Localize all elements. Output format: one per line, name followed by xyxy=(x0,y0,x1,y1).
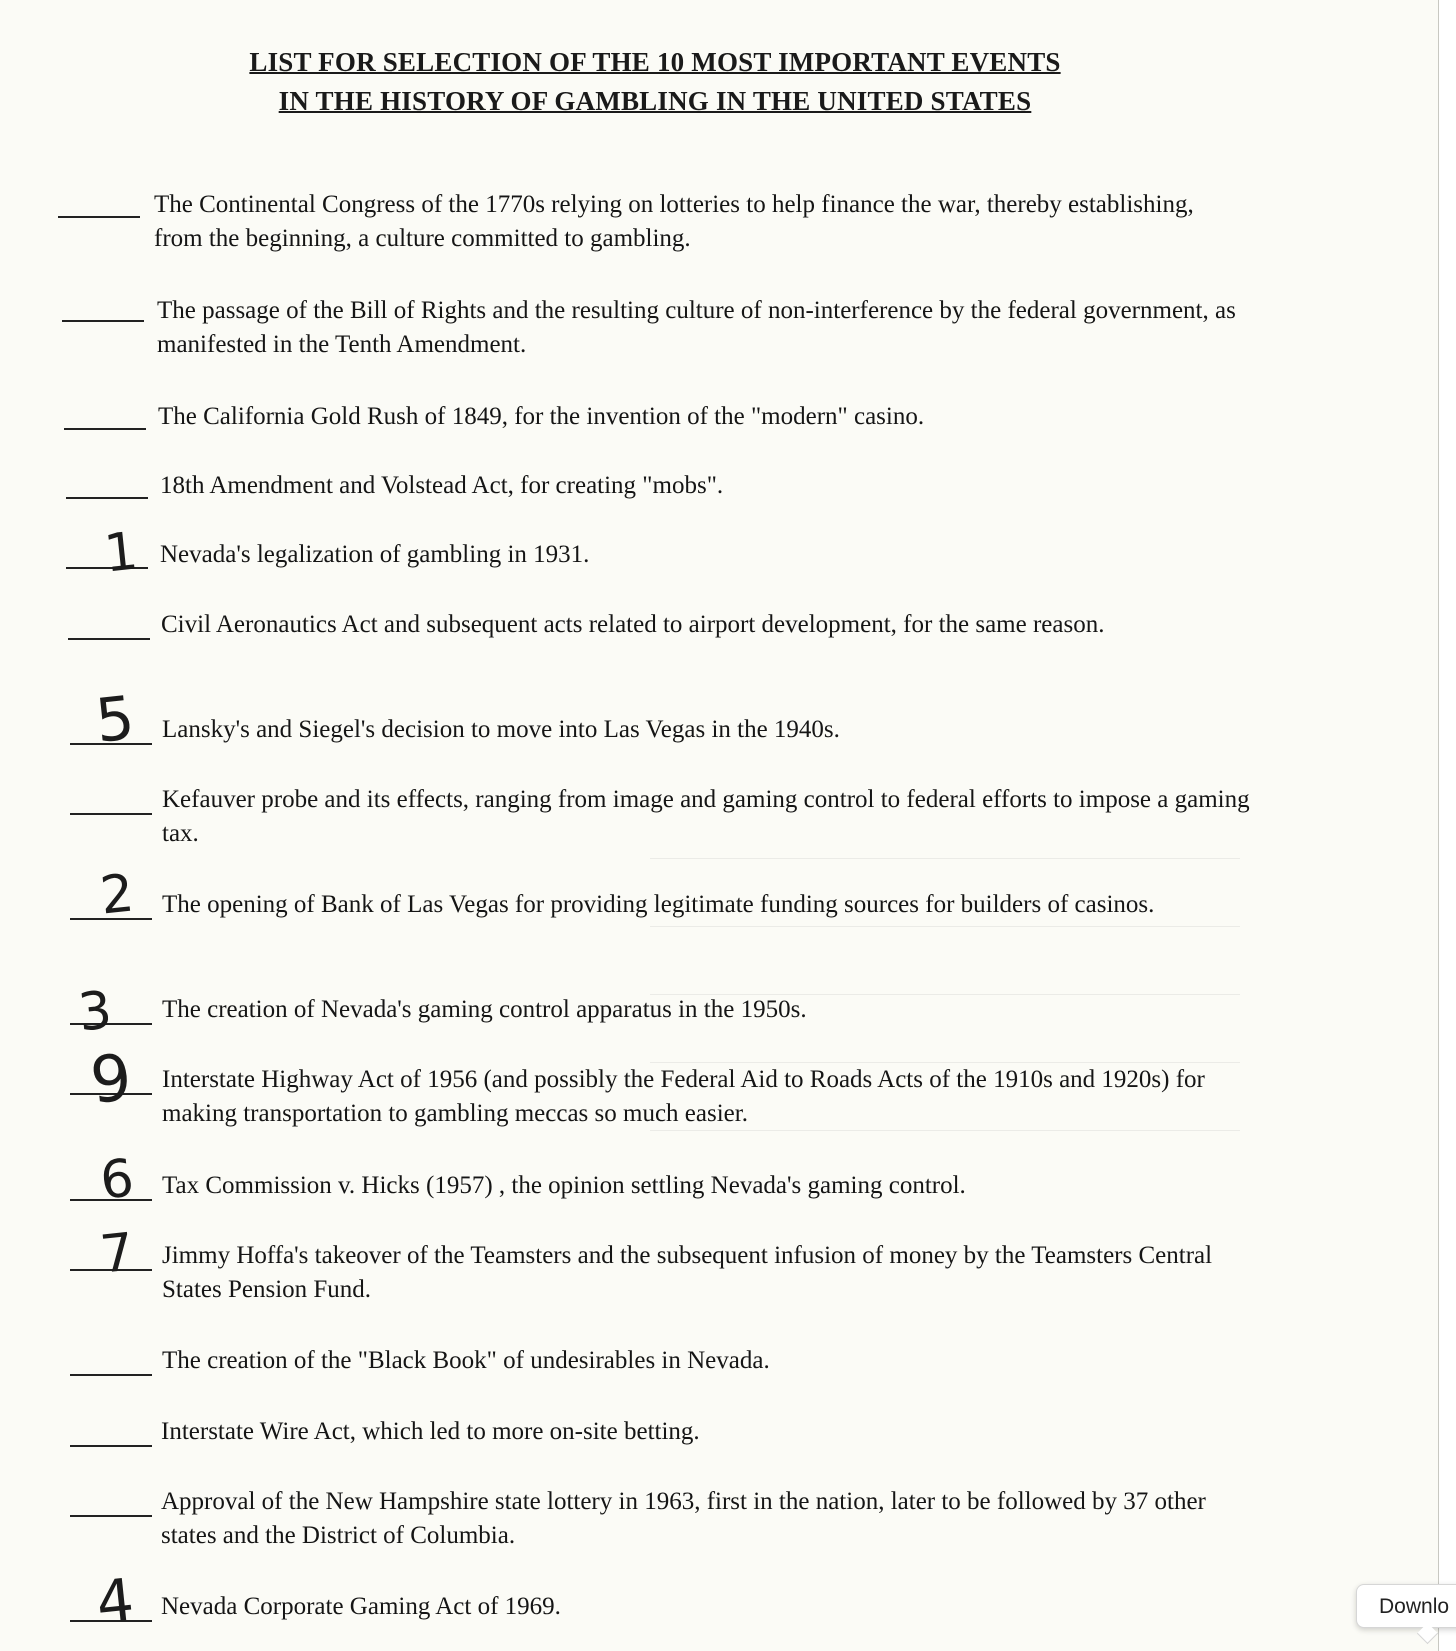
event-text: Jimmy Hoffa's takeover of the Teamsters and the subsequent infusion of money by the Teamsters Central States Pension Fund. xyxy=(162,1242,1213,1303)
handwritten-rank xyxy=(73,1466,149,1535)
download-button[interactable]: Downlo xyxy=(1356,1584,1456,1628)
handwritten-rank xyxy=(73,381,149,450)
event-text: The creation of the "Black Book" of undesirables in Nevada. xyxy=(162,1347,770,1374)
event-text: Kefauver probe and its effects, ranging from image and gaming control to federal efforts to impose a gaming tax. xyxy=(162,786,1250,847)
list-item xyxy=(0,294,1300,384)
handwritten-rank xyxy=(73,589,149,658)
handwritten-rank xyxy=(73,764,149,833)
event-text: 18th Amendment and Volstead Act, for creating "mobs". xyxy=(160,472,724,499)
event-text: Nevada Corporate Gaming Act of 1969. xyxy=(161,1593,561,1620)
event-text: Interstate Highway Act of 1956 (and possibly the Federal Aid to Roads Acts of the 1910s and 1920s) for making transportation to gambling meccas so much easier. xyxy=(162,1066,1205,1127)
event-text: Interstate Wire Act, which led to more on-site betting. xyxy=(161,1418,700,1445)
document-title-line-1: LIST FOR SELECTION OF THE 10 MOST IMPORTANT EVENTS xyxy=(249,47,1061,77)
handwritten-rank: 6 xyxy=(97,1148,137,1212)
list-item xyxy=(0,863,1300,978)
handwritten-rank: 5 xyxy=(92,683,138,757)
event-text: Approval of the New Hampshire state lottery in 1963, first in the nation, later to be followed by 37 other states and the District of Columbia. xyxy=(161,1488,1206,1549)
list-item xyxy=(0,783,1300,873)
list-item xyxy=(0,608,1300,698)
handwritten-rank xyxy=(73,275,149,344)
event-text: Civil Aeronautics Act and subsequent acts related to airport development, for the same reason. xyxy=(161,611,1105,638)
handwritten-rank xyxy=(73,1325,149,1394)
list-item xyxy=(0,1485,1300,1575)
event-text: The Continental Congress of the 1770s relying on lotteries to help finance the war, thereby establishing, from the beginning, a culture committed to gambling. xyxy=(154,191,1194,252)
list-item xyxy=(0,1222,1300,1329)
event-text: Nevada's legalization of gambling in 1931. xyxy=(160,541,590,568)
handwritten-rank: 3 xyxy=(75,980,115,1044)
event-text: Tax Commission v. Hicks (1957) , the opinion settling Nevada's gaming control. xyxy=(162,1172,966,1199)
handwritten-rank xyxy=(73,450,149,519)
handwritten-rank: 4 xyxy=(93,1565,137,1637)
list-item xyxy=(0,1041,1300,1153)
handwritten-rank: 9 xyxy=(86,1041,136,1119)
handwritten-rank xyxy=(73,169,149,238)
list-item xyxy=(0,1565,1300,1651)
event-text: The opening of Bank of Las Vegas for providing legitimate funding sources for builders of casinos. xyxy=(162,891,1155,918)
document-title-line-2: IN THE HISTORY OF GAMBLING IN THE UNITED STATES xyxy=(278,86,1032,116)
handwritten-rank: 1 xyxy=(101,521,141,585)
event-text: The passage of the Bill of Rights and the resulting culture of non-interference by the federal government, as manifested in the Tenth Amendment. xyxy=(157,297,1236,358)
handwritten-rank: 7 xyxy=(97,1222,137,1286)
list-item xyxy=(0,188,1300,278)
handwritten-rank: 2 xyxy=(97,863,137,927)
event-text: Lansky's and Siegel's decision to move into Las Vegas in the 1940s. xyxy=(162,716,840,743)
event-text: The California Gold Rush of 1849, for the invention of the "modern" casino. xyxy=(158,403,925,430)
handwritten-rank xyxy=(73,1396,149,1465)
event-text: The creation of Nevada's gaming control apparatus in the 1950s. xyxy=(162,996,807,1023)
